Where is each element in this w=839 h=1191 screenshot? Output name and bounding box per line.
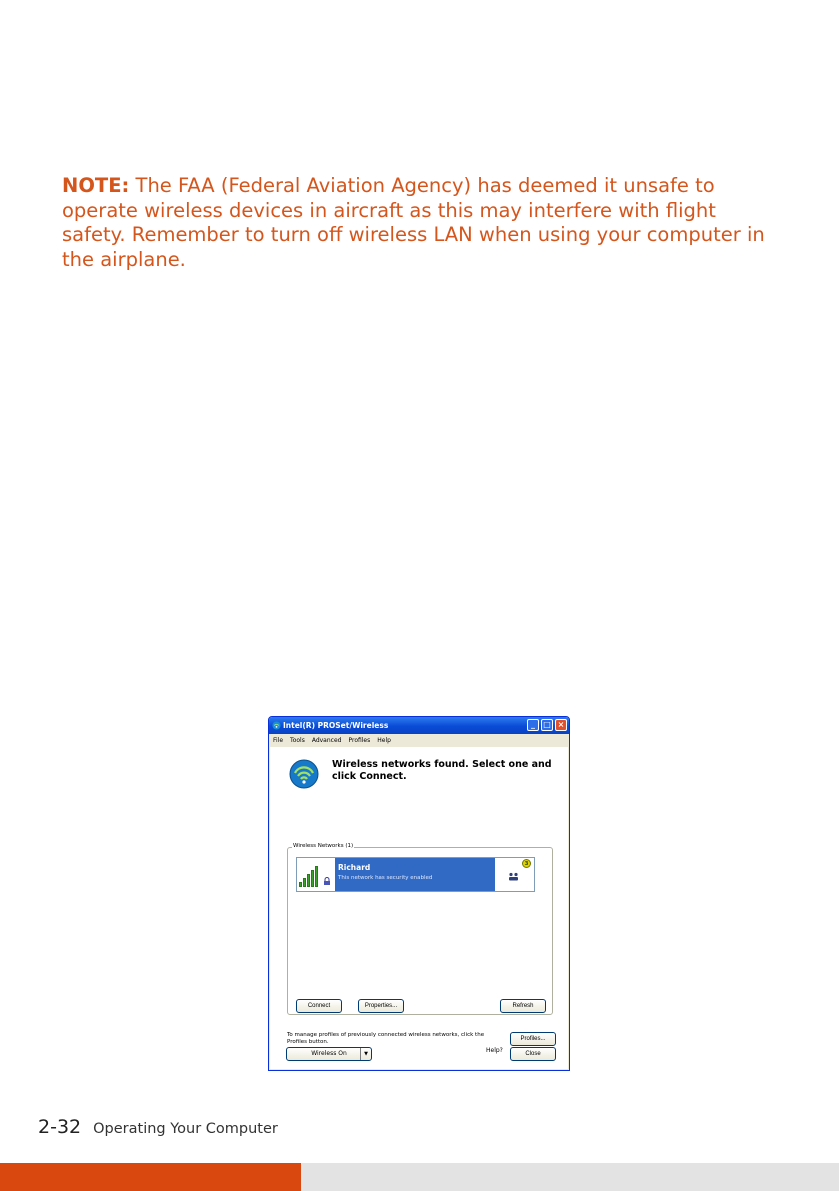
- lock-icon: [323, 877, 331, 885]
- menu-bar: [269, 734, 569, 746]
- network-status: [495, 858, 534, 891]
- proset-wireless-window: [268, 716, 570, 1071]
- menu-advanced[interactable]: Advanced: [311, 736, 342, 744]
- title-bar[interactable]: [269, 717, 569, 734]
- note-label: NOTE:: [62, 174, 130, 197]
- menu-tools[interactable]: Tools: [290, 736, 305, 744]
- connect-button[interactable]: Connect: [296, 999, 342, 1013]
- window-title: Intel(R) PROSet/Wireless: [283, 721, 389, 730]
- note-paragraph: [62, 174, 782, 272]
- page-number: 2-32: [38, 1116, 82, 1138]
- network-name: Richard: [338, 863, 371, 872]
- wireless-app-icon: [272, 721, 281, 730]
- section-title: Operating Your Computer: [93, 1121, 278, 1137]
- close-button[interactable]: Close: [510, 1047, 556, 1061]
- menu-profiles[interactable]: Profiles: [348, 736, 371, 744]
- maximize-button[interactable]: □: [541, 719, 553, 731]
- manage-profiles-text: To manage profiles of previously connected wireless networks, click the Profiles button.: [287, 1032, 485, 1045]
- group-title: Wireless Networks (1): [293, 843, 354, 849]
- infrastructure-icon: [508, 872, 519, 881]
- menu-help[interactable]: Help: [377, 736, 391, 744]
- wireless-on-button[interactable]: [286, 1047, 372, 1061]
- properties-button[interactable]: Properties...: [358, 999, 404, 1013]
- close-window-button[interactable]: ×: [555, 719, 567, 731]
- network-description: This network has security enabled: [338, 875, 433, 881]
- menu-file[interactable]: File: [273, 736, 284, 744]
- page-footer: [38, 1116, 278, 1138]
- help-link[interactable]: Help?: [486, 1047, 503, 1054]
- profile-badge: 3: [522, 859, 531, 868]
- note-text: The FAA (Federal Aviation Agency) has deemed it unsafe to operate wireless devices in aircraft as this may interfere with flight safety. Remember to turn off wireless LAN when using your computer in the airplane.: [62, 174, 765, 271]
- wireless-signal-icon: [289, 759, 319, 789]
- signal-strength-icon: [297, 858, 335, 891]
- refresh-button[interactable]: Refresh: [500, 999, 546, 1013]
- minimize-button[interactable]: _: [527, 719, 539, 731]
- network-list[interactable]: [296, 857, 535, 892]
- footer-accent-bar: [0, 1163, 301, 1191]
- dropdown-arrow-icon[interactable]: ▼: [360, 1048, 371, 1060]
- wireless-on-label: Wireless On: [311, 1050, 347, 1057]
- wireless-networks-group: [287, 843, 553, 1015]
- header-message: Wireless networks found. Select one and click Connect.: [332, 759, 552, 782]
- profiles-button[interactable]: Profiles...: [510, 1032, 556, 1046]
- network-row[interactable]: [297, 858, 534, 891]
- window-body: [270, 747, 568, 1069]
- footer-grey-bar: [301, 1163, 839, 1191]
- network-selected[interactable]: [335, 858, 495, 891]
